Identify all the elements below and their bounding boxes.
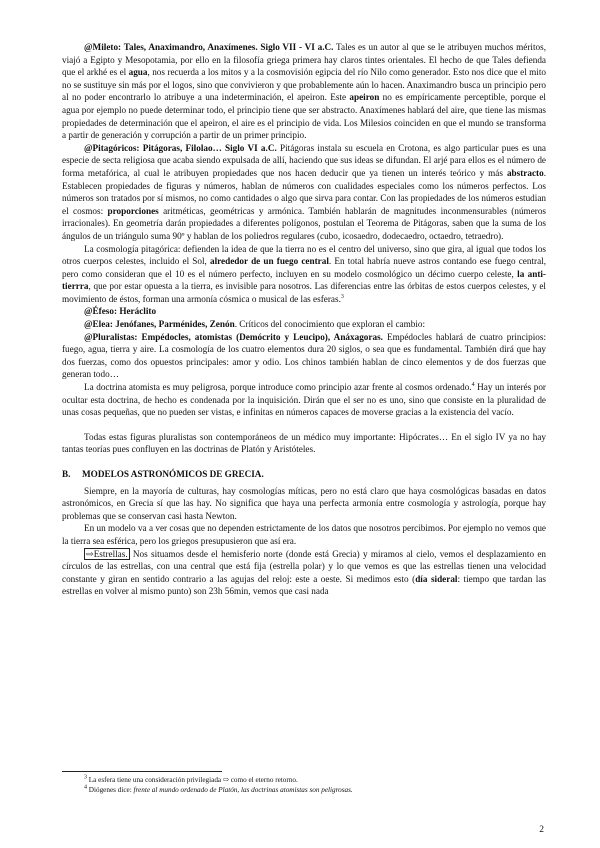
text-span: . Críticos del conocimiento que exploran el cambio: (234, 319, 426, 330)
bold-term-fuego-central: alrededor de un fuego central (209, 256, 329, 267)
text-span: , que por estar opuesta a la tierra, es invisible para nosotros. Las diferencias entre las órbitas de estos cuerpos celestes, y el movimiento de éstos, forman una armonía cósmica o musical de las esferas. (62, 281, 546, 304)
paragraph-elea (62, 318, 546, 331)
heading-pitagoricos: @Pitagóricos: Pitágoras, Filolao… Siglo VI a.C. (84, 142, 277, 153)
bold-term-proporciones: proporciones (107, 205, 159, 216)
page-body (62, 41, 546, 598)
section-title: MODELOS ASTRONÓMICOS DE GRECIA. (82, 469, 264, 479)
paragraph-cosmologia-pitagorica (62, 243, 546, 306)
boxed-term-estrellas: ⇨Estrellas. (86, 548, 128, 559)
heading-efeso: @Éfeso: Heráclito (84, 306, 157, 317)
bold-term-anti-tierra: la anti-tierrra (62, 268, 546, 292)
text-span: : tiempo que tardan las estrellas en volver al mismo punto) son 23h 56min, vemos que casi nada (62, 573, 547, 597)
paragraph-atomismo (62, 381, 546, 419)
paragraph-cosmologias-miticas: Siempre, en la mayoría de culturas, hay cosmologías míticas, pero no está claro que haya cosmológicas basadas en datos astronómicos, en Grecia sí que las hay. No significa que haya una perfecta armonía entre cosmología y astrología, porque hay problemas que se conservan casi hasta Newton. (62, 485, 546, 521)
footnote-4 (62, 785, 546, 795)
heading-mileto: @Mileto: Tales, Anaximandro, Anaxímenes. Siglo VII - VI a.C. (84, 42, 334, 52)
bold-term-apeiron: apeiron (349, 92, 380, 103)
footnote-text: Diógenes dice: (87, 786, 134, 794)
paragraph-mileto (62, 41, 546, 142)
footnote-number: 4 (84, 784, 87, 791)
text-span: Nos situamos desde el hemisferio norte (donde está Grecia) y miramos al cielo, vemos el desplazamiento en círculos de las estrellas, con una central que está fija (estrella polar) y lo que vemos es que las estrellas tienen una velocidad constante y giran en sentido contrario a las agujas del reloj: este a oeste. Si medimos esto ( (62, 548, 546, 584)
text-span: , nos recuerda a los mitos y a la cosmovisión egipcia del río Nilo como generador. Esto nos dice que el mito no se sustituye sin más por el logos, sino que convivieron y que probablemente aún lo hacen. Anaximandro busca un principio pero al no poder encontrarlo lo atribuye a una indeterminación, el apeiron. Este (62, 67, 546, 103)
bold-term-dia-sideral: día sideral (415, 573, 458, 584)
footnote-ref-4[interactable]: 4 (471, 381, 475, 388)
section-b-heading (62, 468, 546, 481)
footnotes (62, 771, 546, 795)
page-number: 2 (539, 825, 544, 835)
footnote-divider (62, 771, 222, 772)
text-span: . En total habría nueve astros contando ese fuego central, pero como consideran que el 10 es el número perfecto, incluyen en su modelo cosmológico un décimo cuerpo celeste, (62, 256, 546, 279)
footnote-number: 3 (84, 774, 87, 781)
bold-term-agua: agua (128, 67, 148, 78)
footnote-3 (62, 775, 546, 785)
text-span: Hay un interés por ocultar esta doctrina, de hecho es condenada por la inquisición. Dirán que el ser no es uno, sino que consiste en la pluralidad de unas cosas pequeñas, que no pueden ser vistas, e infinitas en números capaces de moverse gracias a la existencia del vacío. (62, 382, 546, 418)
text-span: La cosmología pitagórica: defienden la idea de que la tierra no es el centro del universo, sino que gira, al igual que todos los otros cuerpos celestes, incluido el Sol, (62, 243, 546, 267)
section-letter: B. (62, 469, 71, 479)
heading-elea: @Elea: Jenófanes, Parménides, Zenón (84, 319, 235, 330)
text-span: Pitágoras instala su escuela en Crotona, es algo particular pues es una especie de secta religiosa que acaba siendo expulsada de allí, haciendo que sus ideas se difundan. El arjé para ellos es el número de forma metafórica, al cual le atribuyen propiedades que nos hacen deducir que ya tienen un interés teórico y más (62, 142, 547, 178)
paragraph-estrellas (62, 548, 546, 598)
footnote-text: La esfera tiene una consideración privilegiada ⇨ como el eterno retorno. (87, 776, 298, 784)
footnote-quote: frente al mundo ordenado de Platón, las doctrinas atomistas son peligrosas. (133, 786, 353, 794)
paragraph-pitagoricos (62, 142, 546, 243)
heading-pluralistas: @Pluralistas: Empédocles, atomistas (Demócrito y Leucipo), Anáxagoras. (84, 331, 383, 342)
paragraph-efeso (62, 305, 546, 318)
text-span: aritméticas, geométricas y armónica. También hablarán de magnitudes inconmensurables (números irracionales). En geometría darán propiedades a diferentes polígonos, postulan el Teorema de Pitágoras, saben que la suma de los ángulos de un triángulo suma 90º y hablan de los poliedros regulares (cubo, icosaedro, dodecaedro, octaedro, tetraedro). (62, 205, 547, 241)
paragraph-hipocrates: Todas estas figuras pluralistas son contemporáneos de un médico muy importante: Hipócrates… En el siglo IV ya no hay tantas teorías pues confluyen en las doctrinas de Platón y Aristóteles. (62, 431, 546, 455)
text-span: Empédocles hablará de cuatro principios: fuego, agua, tierra y aire. La cosmología de los cuatro elementos dura 20 siglos, o sea que es fundamental. También dirá que hay dos fuerzas, como dos opuestos principales: amor y odio. Los chinos también hablan de cinco elementos y de dos fuerzas que generan todo… (62, 331, 547, 380)
text-span: Tales es un autor al que se le atribuyen muchos méritos, viajó a Egipto y Mesopotamia, por ello en la filosofía griega primera hay claros tintes orientales. El hecho de que Tales defienda que el arkhé es el (62, 42, 546, 78)
paragraph-pluralistas (62, 331, 546, 381)
footnote-ref-3[interactable]: 3 (340, 293, 344, 300)
paragraph-modelo: En un modelo va a ver cosas que no dependen estrictamente de los datos que nosotros percibimos. Por ejemplo no vemos que la tierra sea esférica, pero los griegos presupusieron que así era. (62, 523, 546, 546)
text-span: . Establecen propiedades de figuras y números, hablan de números con cualidades especiales como los números perfectos. Los números son tratados por sí mismos, no como cantidades o algo que sirva para contar. Con las propiedades de los números estudian el cosmos: (62, 167, 546, 216)
text-span: La doctrina atomista es muy peligrosa, porque introduce como principio azar frente al cosmos ordenado. (84, 382, 472, 393)
text-span: no es empíricamente perceptible, porque el agua por ejemplo no puede determinar todo, el principio tiene que ser abstracto. Anaxímenes hablará del aire, que tiene las mismas propiedades de determinación que el apeiron, el aire es el principio de vida. Los Milesios coinciden en que el mundo se transforma a partir de generación y corrupción a partir de un primer principio. (62, 92, 546, 141)
bold-term-abstracto: abstracto (506, 167, 544, 178)
